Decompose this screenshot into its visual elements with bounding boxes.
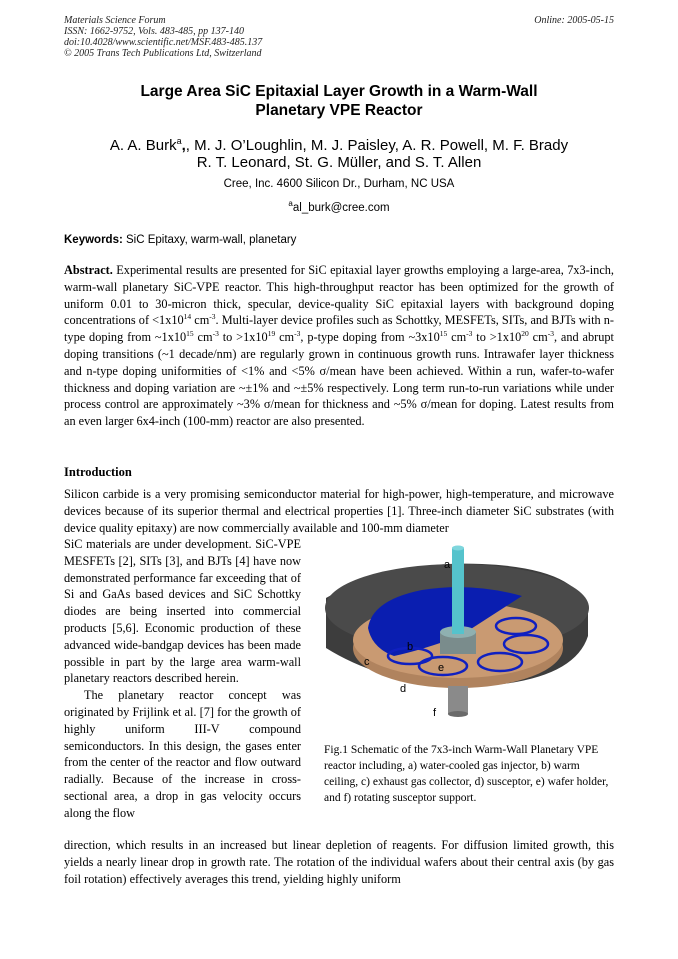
intro-paragraph-1: Silicon carbide is a very promising semiconductor material for high-power, high-temperature, and microwave devices because of its superior thermal and electrical properties [1]. Three-inch diameter SiC substrates (with device quality epitaxy) are now commercially available and 100-mm diameter: [64, 487, 614, 535]
abstract-text: cm: [275, 330, 295, 345]
label-b: b: [407, 641, 414, 653]
gas-injector-top: [452, 546, 464, 551]
figure-caption: Fig.1 Schematic of the 7x3-inch Warm-Wall Planetary VPE reactor including, a) water-cooled gas injector, b) warm ceiling, c) exhaust gas collector, d) susceptor, e) wafer holder, and f) rotating susceptor support.: [324, 744, 609, 804]
author-sup: a: [176, 136, 182, 146]
doi-line: doi:10.4028/www.scientific.net/MSF.483-485.137: [64, 37, 263, 48]
abstract-text: cm: [528, 330, 548, 345]
abstract-sup: 15: [186, 329, 194, 339]
label-a: a: [444, 559, 451, 571]
abstract-sup: -3: [294, 329, 301, 339]
abstract-sup: -3: [209, 312, 216, 322]
abstract-text: , and abrupt doping transitions (~1 decade/nm) are regularly grown in continuous growth runs. Intrawafer layer thickness and n-type doping uniformities of <1% and <5% σ/mean have been achieved. Within a run, wafer-to-wafer thickness and doping variation are ~±1% and ~±5% respectively. Long term run-to-run variations while under process control are approximately ~3% σ/mean for thickness and ~5% σ/mean for doping. Latest results from an even larger 6x4-inch (100-mm) reactor are also presented.: [64, 330, 614, 429]
rotating-susceptor-support: [448, 686, 468, 714]
gas-injector: [452, 548, 464, 634]
keywords-label: Keywords:: [64, 234, 123, 246]
abstract-text: cm: [191, 313, 210, 328]
label-d: d: [400, 683, 407, 695]
abstract-text: Experimental results are presented for SiC epitaxial layer growths employing a large-area, 7x3-inch, warm-wall planetary SiC-VPE reactor. This high-throughput reactor has been optimized for the growth of uniform 0.01 to 30-micron thick, specular, device-quality SiC epitaxial layers with background doping concentrations of <1x10: [64, 263, 615, 328]
abstract-text: cm: [447, 330, 467, 345]
intro-paragraph-2: The planetary reactor concept was originated by Frijlink et al. [7] for the growth of highly uniform III-V compound semiconductors. In this design, the gases enter from the center of the reactor and flow outward radially. Because of the increase in cross-sectional area, a drop in gas velocity occurs along the flow: [64, 688, 301, 820]
abstract-text: to >1x10: [218, 330, 268, 345]
abstract-sup: 20: [521, 329, 529, 339]
wafer-holder: [478, 653, 522, 671]
wafer-holder: [504, 635, 548, 653]
abstract-sup: -3: [466, 329, 473, 339]
abstract-text: cm: [193, 330, 213, 345]
email-sup: a: [288, 199, 293, 208]
wafer-holder: [496, 618, 536, 634]
abstract-sup: -3: [547, 329, 554, 339]
abstract-sup: 14: [183, 312, 192, 322]
intro-paragraph-2-cont: direction, which results in an increased but linear depletion of reagents. For diffusion limited growth, this yields a nearly linear drop in growth rate. The rotation of the individual wafers about their central axis (by gas foil rotation) effectively averages this trend, yielding highly uniform: [64, 838, 614, 886]
issn-line: ISSN: 1662-9752, Vols. 483-485, pp 137-140: [64, 26, 244, 37]
paper-title-line2: Planetary VPE Reactor: [255, 102, 423, 119]
journal-name: Materials Science Forum: [64, 15, 166, 26]
reactor-schematic: [312, 540, 614, 730]
author-first: A. A. Burk: [109, 137, 177, 154]
affiliation: Cree, Inc. 4600 Silicon Dr., Durham, NC USA: [223, 178, 455, 190]
abstract-text: to >1x10: [472, 330, 522, 345]
copyright-line: © 2005 Trans Tech Publications Ltd, Switzerland: [64, 48, 262, 59]
paper-title-line1: Large Area SiC Epitaxial Layer Growth in a Warm-Wall: [140, 83, 538, 100]
authors-line2: R. T. Leonard, St. G. Müller, and S. T. Allen: [196, 154, 482, 171]
abstract-sup: 19: [267, 329, 276, 339]
intro-column-text: [64, 536, 301, 822]
abstract-text: . Multi-layer device profiles such as Schottky, MESFETs, SITs, and BJTs with n-type doping from ~1x10: [64, 313, 614, 345]
label-c: c: [364, 656, 370, 668]
label-e: e: [438, 662, 445, 674]
introduction-heading: Introduction: [64, 465, 132, 479]
journal-header: [64, 15, 262, 59]
online-date: Online: 2005-05-15: [534, 15, 614, 26]
abstract-label: Abstract.: [64, 263, 113, 277]
email-line: [0, 197, 678, 215]
abstract-text: , p-type doping from ~3x10: [300, 330, 440, 345]
keywords-text: SiC Epitaxy, warm-wall, planetary: [126, 234, 297, 246]
abstract-sup: 15: [439, 329, 448, 339]
abstract-sup: -3: [212, 329, 219, 339]
email: al_burk@cree.com: [292, 201, 390, 214]
reactor-figure: [312, 540, 614, 730]
intro-paragraph-1-cont: SiC materials are under development. SiC-VPE MESFETs [2], SITs [3], and BJTs [4] have now demonstrated performance far exceeding that of Si and GaAs based devices and SiC Schottky diodes are being inserted into commercial products [5,6]. Economic production of these advanced wide-bandgap devices has been made possible in part by the large area warm-wall planetary reactors described herein.: [64, 537, 301, 686]
keywords: [64, 234, 296, 246]
authors-rest: , M. J. O’Loughlin, M. J. Paisley, A. R. Powell, M. F. Brady: [185, 137, 569, 154]
authors-line1: A. A. Burk$^a$,, M. J. O’Loughlin, M. J. Paisley, A. R. Powell, M. F. Brady: [109, 136, 569, 154]
abstract: [64, 262, 614, 430]
label-f: f: [433, 707, 437, 719]
support-bottom: [448, 711, 468, 717]
